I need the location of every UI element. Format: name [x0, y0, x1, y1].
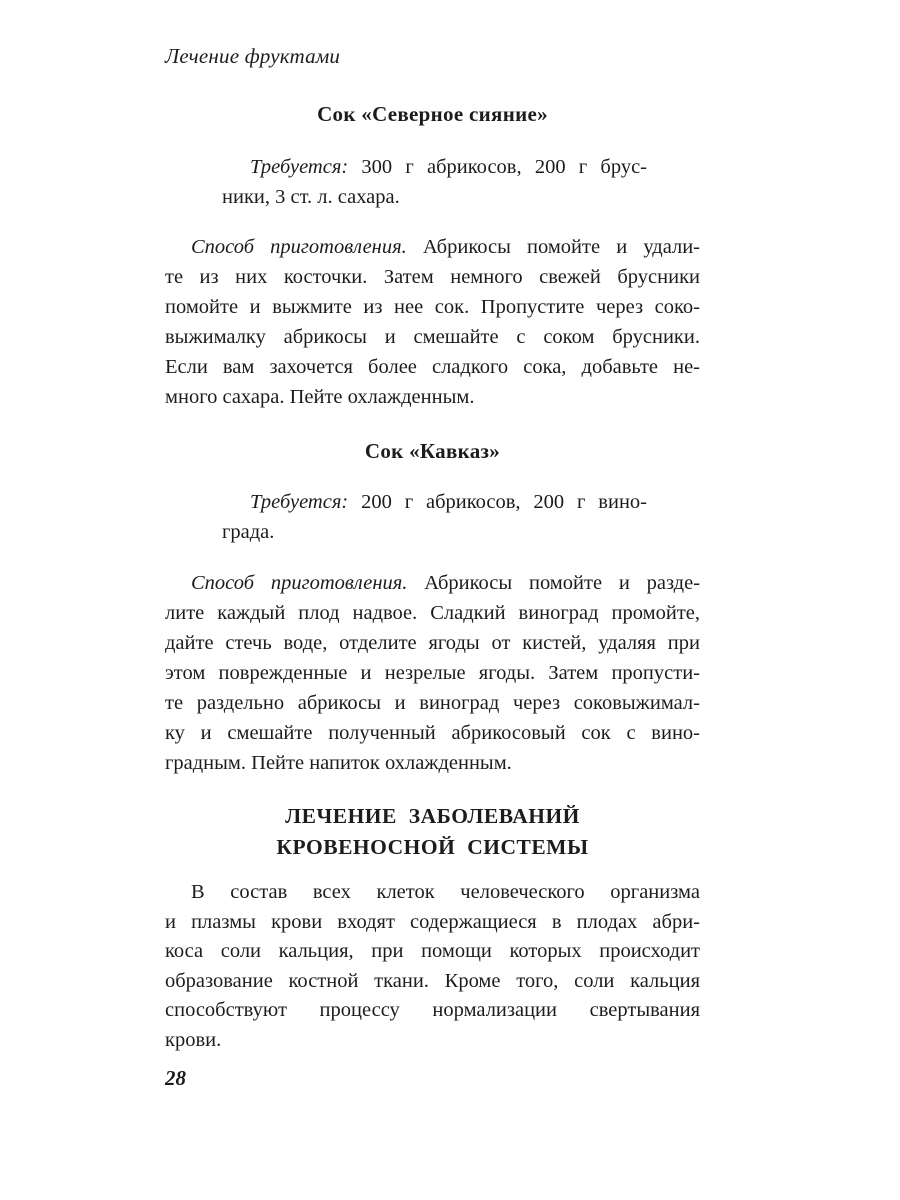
method-line: лите каждый плод надвое. Сладкий виноград промойте, [165, 602, 700, 624]
section-heading [165, 801, 700, 863]
recipe-1-ingredients [222, 152, 647, 212]
method-line: те раздельно абрикосы и виноград через соковыжимал- [165, 692, 700, 714]
section-paragraph [165, 878, 700, 1055]
recipe-title-kavkaz: Сок «Кавказ» [364, 439, 501, 463]
section-heading-line-1: ЛЕЧЕНИЕ ЗАБОЛЕВАНИЙ [285, 804, 580, 828]
paragraph-line: коса соли кальция, при помощи которых происходит [165, 940, 700, 962]
method-line: выжималку абрикосы и смешайте с соком брусники. [165, 326, 700, 348]
recipe-title-severnoe-siyanie: Сок «Северное сияние» [317, 102, 548, 126]
recipe-1-method [165, 232, 700, 412]
method-line: градным. Пейте напиток охлажденным. [165, 752, 512, 774]
paragraph-line: В состав всех клеток человеческого организма [191, 881, 700, 903]
method-line: много сахара. Пейте охлажденным. [165, 386, 475, 408]
method-line: те из них косточки. Затем немного свежей брусники [165, 266, 700, 288]
paragraph-line: крови. [165, 1028, 222, 1051]
section-heading-line-2: КРОВЕНОСНОЙ СИСТЕМЫ [276, 835, 589, 859]
method-line: этом поврежденные и незрелые ягоды. Затем пропусти- [165, 662, 700, 684]
ingredients-line: града. [222, 521, 275, 543]
method-label: Способ приготовления. [191, 572, 408, 594]
ingredients-label: Требуется: [250, 491, 349, 513]
method-line: помойте и выжмите из нее сок. Пропустите через соко- [165, 296, 700, 318]
method-line: ку и смешайте полученный абрикосовый сок с вино- [165, 722, 700, 744]
recipe-2-method [165, 568, 700, 778]
paragraph-line: образование костной ткани. Кроме того, соли кальция [165, 969, 700, 992]
page-number: 28 [165, 1066, 186, 1090]
paragraph-line: способствуют процессу нормализации свертывания [165, 999, 700, 1021]
method-line: Способ приготовления. Абрикосы помойте и разде- [191, 572, 701, 594]
method-line: Способ приготовления. Абрикосы помойте и удали- [191, 236, 701, 258]
ingredients-line: ники, 3 ст. л. сахара. [222, 186, 400, 208]
ingredients-label: Требуется: [250, 156, 349, 178]
paragraph-line: и плазмы крови входят содержащиеся в плодах абри- [165, 910, 700, 933]
ingredients-line: Требуется: 200 г абрикосов, 200 г вино- [250, 491, 647, 513]
recipe-2-ingredients [222, 487, 647, 547]
ingredients-line: Требуется: 300 г абрикосов, 200 г брус- [250, 156, 647, 178]
method-line: дайте стечь воде, отделите ягоды от кистей, удаляя при [165, 632, 700, 654]
method-label: Способ приготовления. [191, 236, 407, 258]
method-line: Если вам захочется более сладкого сока, добавьте не- [165, 356, 700, 378]
running-head: Лечение фруктами [165, 44, 341, 68]
